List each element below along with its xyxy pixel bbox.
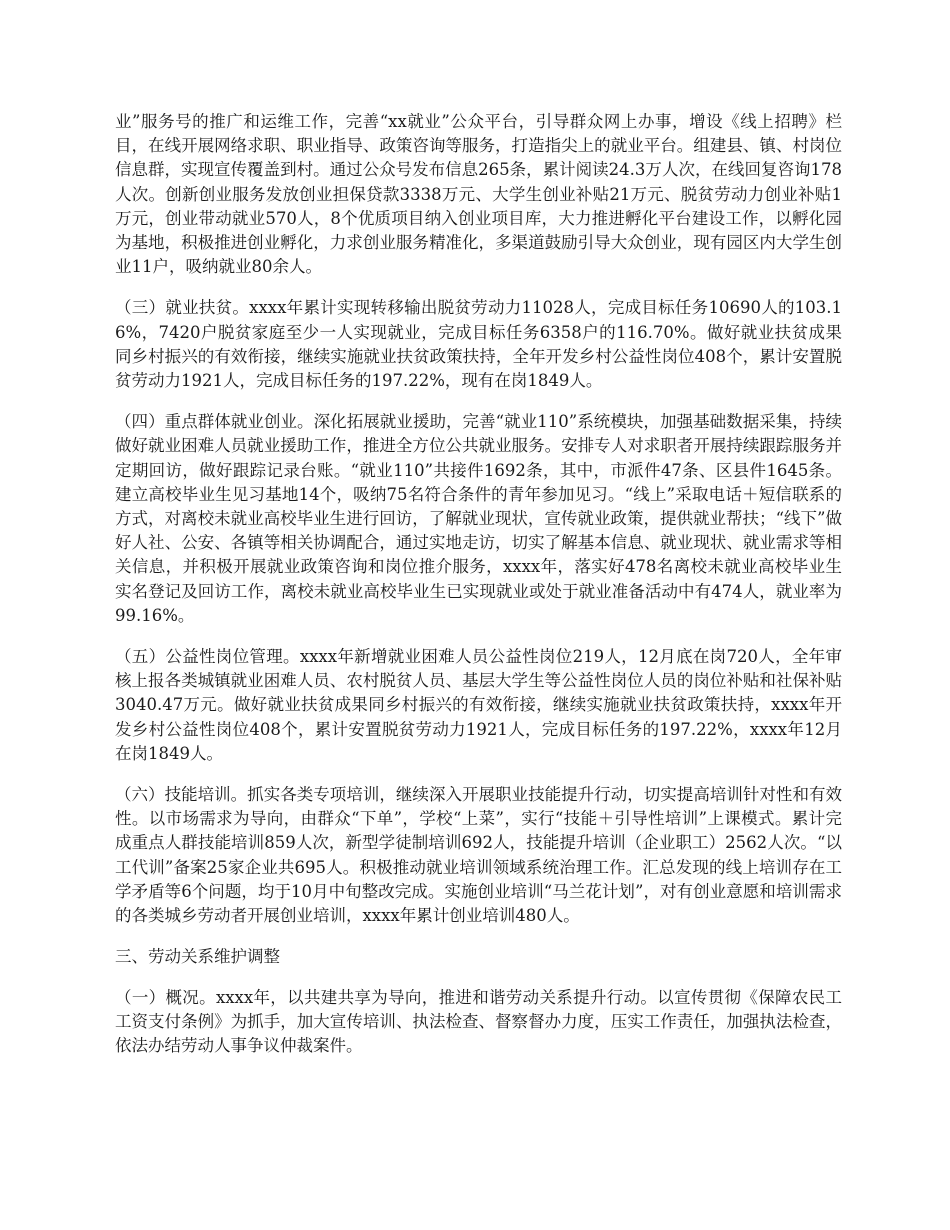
- paragraph-labor-relations-overview: （一）概况。xxxx年，以共建共享为导向，推进和谐劳动关系提升行动。以宣传贯彻《保障农民工工资支付条例》为抓手，加大宣传培训、执法检查、督察督办力度，压实工作责任，加强执法检查，依法办结劳动人事争议仲裁案件。: [115, 987, 842, 1055]
- paragraph-employment-poverty-alleviation: （三）就业扶贫。xxxx年累计实现转移输出脱贫劳动力11028人，完成目标任务10690人的103.16%，7420户脱贫家庭至少一人实现就业，完成目标任务6358户的116.70%。做好就业扶贫成果同乡村振兴的有效衔接，继续实施就业扶贫政策扶持，全年开发乡村公益性岗位408个，累计安置脱贫劳动力1921人，完成目标任务的197.22%，现有在岗1849人。: [115, 298, 842, 391]
- paragraph-skills-training: （六）技能培训。抓实各类专项培训，继续深入开展职业技能提升行动，切实提高培训针对性和有效性。以市场需求为导向，由群众“下单”，学校“上菜”，实行“技能＋引导性培训”上课模式。累计完成重点人群技能培训859人次，新型学徒制培训692人，技能提升培训（企业职工）2562人次。“以工代训”备案25家企业共695人。积极推动就业培训领域系统治理工作。汇总发现的线上培训存在工学矛盾等6个问题，均于10月中旬整改完成。实施创业培训“马兰花计划”，对有创业意愿和培训需求的各类城乡劳动者开展创业培训，xxxx年累计创业培训480人。: [115, 785, 842, 926]
- document-page: [115, 110, 842, 1075]
- section-heading-labor-relations: 三、劳动关系维护调整: [115, 947, 280, 967]
- paragraph-public-welfare-posts: （五）公益性岗位管理。xxxx年新增就业困难人员公益性岗位219人，12月底在岗720人，全年审核上报各类城镇就业困难人员、农村脱贫人员、基层大学生等公益性岗位人员的岗位补贴和社保补贴3040.47万元。做好就业扶贫成果同乡村振兴的有效衔接，继续实施就业扶贫政策扶持，xxxx年开发乡村公益性岗位408个，累计安置脱贫劳动力1921人，完成目标任务的197.22%，xxxx年12月在岗1849人。: [115, 647, 842, 763]
- paragraph-online-employment-services: 业”服务号的推广和运维工作，完善“xx就业”公众平台，引导群众网上办事，增设《线上招聘》栏目，在线开展网络求职、职业指导、政策咨询等服务，打造指尖上的就业平台。组建县、镇、村岗位信息群，实现宣传覆盖到村。通过公众号发布信息265条，累计阅读24.3万人次，在线回复咨询178人次。创新创业服务发放创业担保贷款3338万元、大学生创业补贴21万元、脱贫劳动力创业补贴1万元，创业带动就业570人，8个优质项目纳入创业项目库，大力推进孵化平台建设工作，以孵化园为基地，积极推进创业孵化，力求创业服务精准化，多渠道鼓励引导大众创业，现有园区内大学生创业11户，吸纳就业80余人。: [115, 112, 842, 277]
- paragraph-key-group-employment: （四）重点群体就业创业。深化拓展就业援助，完善“就业110”系统模块，加强基础数据采集，持续做好就业困难人员就业援助工作，推进全方位公共就业服务。安排专人对求职者开展持续跟踪服务并定期回访，做好跟踪记录台账。“就业110”共接件1692条，其中，市派件47条、区县件1645条。建立高校毕业生见习基地14个，吸纳75名符合条件的青年参加见习。“线上”采取电话＋短信联系的方式，对离校未就业高校毕业生进行回访，了解就业现状，宣传就业政策，提供就业帮扶；“线下”做好人社、公安、各镇等相关协调配合，通过实地走访，切实了解基本信息、就业现状、就业需求等相关信息，并积极开展就业政策咨询和岗位推介服务，xxxx年，落实好478名离校未就业高校毕业生实名登记及回访工作，离校未就业高校毕业生已实现就业或处于就业准备活动中有474人，就业率为99.16%。: [115, 412, 842, 625]
